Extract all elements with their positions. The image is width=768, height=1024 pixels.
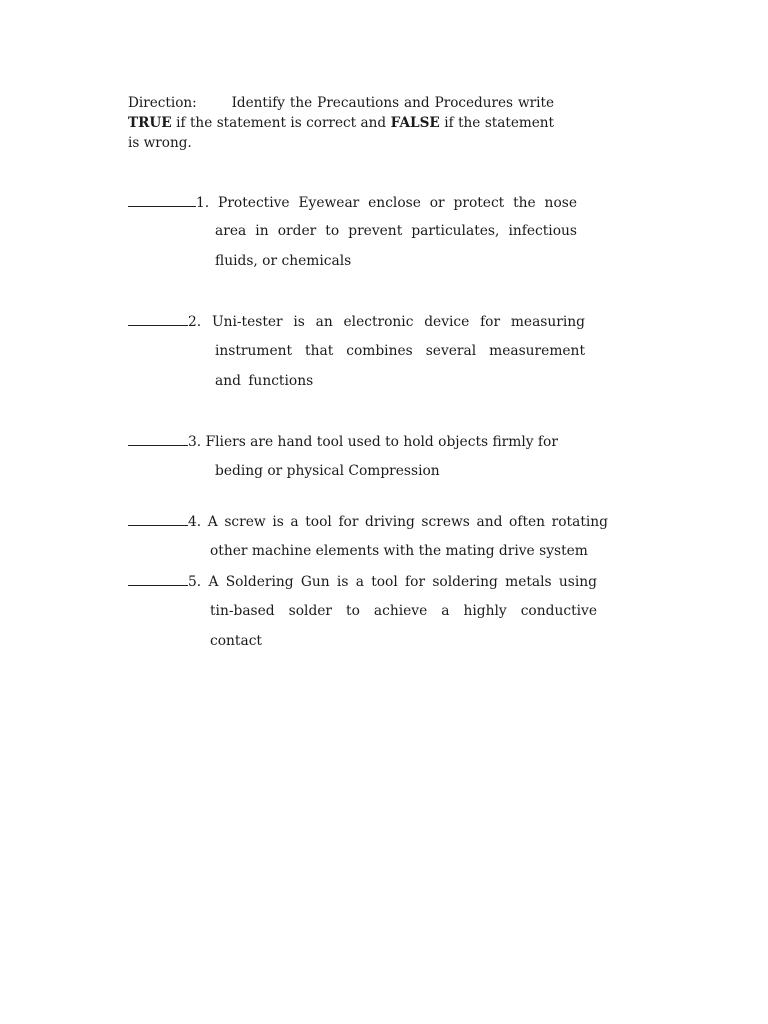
item-2-line-2: instrument that combines several measurement <box>215 343 585 359</box>
direction-text-2: if the statement is correct and <box>176 115 387 131</box>
item-1-line-2: area in order to prevent particulates, infectious <box>215 223 577 239</box>
item-5-line-1 <box>128 571 597 592</box>
item-1-line-1 <box>128 192 577 213</box>
item-3-text-1: Fliers are hand tool used to hold objects firmly for <box>205 434 558 450</box>
false-word: FALSE <box>390 115 440 131</box>
answer-blank-3[interactable] <box>128 431 188 446</box>
item-1-number: 1. <box>196 195 210 211</box>
item-3-number: 3. <box>188 434 202 450</box>
item-4-line-2: other machine elements with the mating drive system <box>210 543 588 559</box>
direction-text-3: if the statement is wrong. <box>128 115 555 151</box>
item-5-number: 5. <box>188 574 202 590</box>
direction-paragraph <box>128 93 554 153</box>
item-4-line-1 <box>128 511 608 532</box>
item-2-line-1 <box>128 311 585 332</box>
answer-blank-5[interactable] <box>128 571 188 586</box>
true-word: TRUE <box>128 115 172 131</box>
answer-blank-1[interactable] <box>128 192 196 207</box>
item-5-line-3: contact <box>210 633 262 649</box>
item-3-line-2: beding or physical Compression <box>215 463 440 479</box>
item-5-line-2: tin-based solder to achieve a highly conductive <box>210 603 597 619</box>
answer-blank-2[interactable] <box>128 311 188 326</box>
item-5-text-1: A Soldering Gun is a tool for soldering metals using <box>208 574 598 590</box>
direction-text-1: Identify the Precautions and Procedures write <box>231 95 554 111</box>
item-4-text-1: A screw is a tool for driving screws and often rotating <box>207 514 608 530</box>
item-1-line-3: fluids, or chemicals <box>215 253 352 269</box>
item-4-number: 4. <box>188 514 202 530</box>
direction-label: Direction: <box>128 95 197 111</box>
item-2-line-3: and functions <box>215 373 314 389</box>
item-3-line-1 <box>128 431 558 452</box>
item-2-text-1: Uni-tester is an electronic device for measuring <box>211 314 585 330</box>
item-2-number: 2. <box>188 314 202 330</box>
item-1-text-1: Protective Eyewear enclose or protect the nose <box>218 195 577 211</box>
answer-blank-4[interactable] <box>128 511 188 526</box>
